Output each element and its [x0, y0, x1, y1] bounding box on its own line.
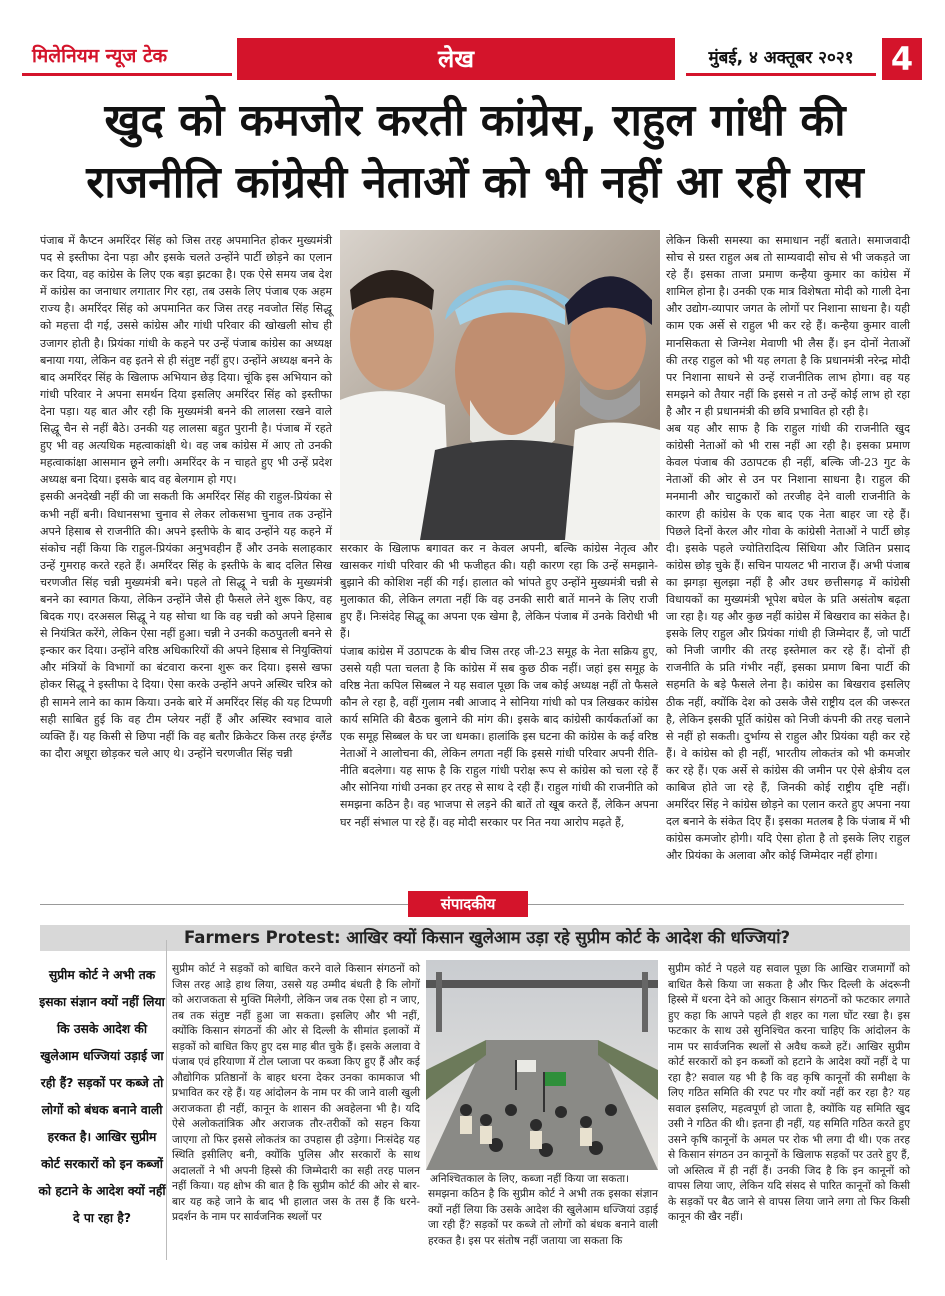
editorial-column-1	[172, 962, 420, 1226]
photo-illustration	[426, 960, 658, 1170]
headline-line-1: खुद को कमजोर करती कांग्रेस, राहुल गांधी की	[104, 95, 846, 146]
editorial-label: संपादकीय	[408, 891, 528, 917]
pull-quote-text: सुप्रीम कोर्ट ने अभी तक इसका संज्ञान क्यों नहीं लिया कि उसके आदेश की खुलेआम धज्जियां उड़ाई जा रही हैं? सड़कों पर कब्जे तो लोगों को बंधक बनाने वाली हरकत है। आखिर सुप्रीम कोर्ट सरकारों को इन कब्जों को हटाने के आदेश क्यों नहीं दे पा रहा है?	[38, 968, 166, 1225]
article-paragraph: सरकार के खिलाफ बगावत कर न केवल अपनी, बल्कि कांग्रेस नेतृत्व और खासकर गांधी परिवार की भी फजीहत की। यही कारण रहा कि उन्हें समझाने-बुझाने की कोशिश नहीं की गई। हालात को भांपते हुए उन्होंने मुख्यमंत्री चन्नी से मुलाकात की, लेकिन लगता नहीं कि वह उनकी सारी बातें मानने के लिए राजी हुए हैं। निःसंदेह सिद्धू का अपना एक खेमा है, लेकिन पंजाब में उनके विरोधी भी हैं।	[340, 542, 658, 641]
masthead	[22, 38, 922, 80]
photo-illustration	[340, 230, 660, 540]
article-column-1	[40, 232, 332, 762]
article-paragraph: पंजाब कांग्रेस में उठापटक के बीच जिस तरह जी-23 समूह के नेता सक्रिय हुए, उससे यही पता चलता है कि कांग्रेस में सब कुछ ठीक नहीं। जहां इस समूह के वरिष्ठ नेता कपिल सिब्बल ने यह सवाल पूछा कि जब कोई अध्यक्ष नहीं तो फैसले कौन ले रहा है, वहीं गुलाम नबी आजाद ने सोनिया गांधी को पत्र लिखकर कांग्रेस कार्य समिति की बैठक बुलाने की मांग की। इसके बाद कांग्रेसी कार्यकर्ताओं का एक समूह सिब्बल के घर जा धमका। हालांकि इस घटना की कांग्रेस के कई वरिष्ठ नेताओं ने आलोचना की, लेकिन लगता नहीं कि इससे गांधी परिवार अपनी रीति-नीति बदलेगा। यह साफ है कि राहुल गांधी परोक्ष रूप से कांग्रेस को चला रहे हैं और सोनिया गांधी उनका हर तरह से साथ दे रही हैं। राहुल गांधी की राजनीति को समझना कठिन है। वह भाजपा से लड़ने की बातें तो खूब करते हैं, लेकिन अपना घर नहीं संभाल पा रहे हैं। वह मोदी सरकार पर नित नया आरोप मढ़ते हैं,	[340, 644, 658, 829]
editorial-column-2	[428, 1187, 658, 1249]
article-column-3	[666, 232, 910, 864]
article-paragraph: अब यह और साफ है कि राहुल गांधी की राजनीति खुद कांग्रेसी नेताओं को भी रास नहीं आ रही है। इसका प्रमाण केवल पंजाब की उठापटक ही नहीं, बल्कि जी-23 गुट के नेताओं की ओर से उन पर निशाना साधना है। राहुल की मनमानी और चाटुकारों को तरजीह देने वाली राजनीति के कारण ही कांग्रेस के एक बाद एक नेता बाहर जा रहे हैं। पिछले दिनों केरल और गोवा के कांग्रेसी नेताओं ने पार्टी छोड़ दी। इसके पहले ज्योतिरादित्य सिंधिया और जितिन प्रसाद कांग्रेस छोड़ चुके हैं। सचिन पायलट भी नाराज हैं। अभी पंजाब का झगड़ा सुलझा नहीं है और उधर छत्तीसगढ़ में कांग्रेसी विधायकों का मुख्यमंत्री भूपेश बघेल के प्रति असंतोष बढ़ता जा रहा है। यह और कुछ नहीं कांग्रेस में बिखराव का संकेत है। इसके लिए राहुल और प्रियंका गांधी ही जिम्मेदार हैं, जो पार्टी को निजी जागीर की तरह इस्तेमाल कर रहे हैं। दोनों ही राजनीति के प्रति गंभीर नहीं, इसका प्रमाण बिना पार्टी की सहमति के बड़े फैसले लेना है। कांग्रेस का बिखराव इसलिए ठीक नहीं, क्योंकि देश को उसके जैसे राष्ट्रीय दल की जरूरत है, लेकिन इसकी पूर्ति कांग्रेस को निजी कंपनी की तरह चलाने से नहीं हो सकती। दुर्भाग्य से राहुल और प्रियंका यही कर रहे हैं। वे कांग्रेस को ही नहीं, भारतीय लोकतंत्र को भी कमजोर कर रहे हैं। एक अर्से से कांग्रेस की जमीन पर ऐसे क्षेत्रीय दल काबिज होते जा रहे हैं, जिनकी कोई राष्ट्रीय दृष्टि नहीं। अमरिंदर सिंह ने कांग्रेस छोड़ने का एलान करते हुए अपना नया दल बनाने के संकेत दिए हैं। इसका मतलब है कि पंजाब में भी कांग्रेस कमजोर होगी। यदि ऐसा होता है तो इसके लिए राहुल और प्रियंका के अलावा और कोई जिम्मेदार नहीं होगा।	[666, 422, 910, 863]
main-headline	[40, 90, 910, 214]
section-label: लेख	[237, 38, 675, 80]
farmers-protest-photo	[426, 960, 658, 1170]
issue-date: मुंबई, ४ अक्तूबर २०२१	[686, 38, 876, 76]
photo-caption: अनिश्चितकाल के लिए, कब्जा नहीं किया जा सकता।	[430, 1173, 630, 1185]
editorial-title: Farmers Protest: आखिर क्यों किसान खुलेआम उड़ा रहे सुप्रीम कोर्ट के आदेश की धज्जियां?	[184, 928, 791, 947]
politicians-photo	[340, 230, 660, 540]
article-paragraph: पंजाब में कैप्टन अमरिंदर सिंह को जिस तरह अपमानित होकर मुख्यमंत्री पद से इस्तीफा देना पड़ा और इसके चलते उन्होंने पार्टी छोड़ने का एलान कर दिया, वह कांग्रेस के लिए एक बड़ा झटका है। एक ऐसे समय जब देश में कांग्रेस का जनाधार लगातार गिर रहा, तब उसके लिए पंजाब एक अहम राज्य है। अमरिंदर सिंह को अपमानित कर जिस तरह नवजोत सिंह सिद्धू को महत्ता दी गई, उससे कांग्रेस और गांधी परिवार की खोखली सोच ही उजागर होती है। प्रियंका गांधी के कहने पर उन्हें पंजाब कांग्रेस का अध्यक्ष बनाया गया, लेकिन वह इतने से ही संतुष्ट नहीं हुए। उन्होंने अध्यक्ष बनने के बाद अमरिंदर सिंह के खिलाफ अभियान छेड़ दिया। चूंकि इस अभियान को गांधी परिवार ने अपना समर्थन दिया इसलिए अमरिंदर सिंह को इस्तीफा देना पड़ा। यह बात और रही कि मुख्यमंत्री बनने की लालसा रखने वाले सिद्धू चैन से नहीं बैठे। उनकी यह लालसा बहुत पुरानी है। पंजाब में रहते हुए भी वह अत्यधिक महत्वाकांक्षी थे। वह जब कांग्रेस में आए तो उनकी महत्वाकांक्षा आसमान छूने लगी। अमरिंदर के न चाहते हुए भी उन्हें प्रदेश अध्यक्ष बना दिया। इसके बाद वह बेलगाम हो गए।	[40, 234, 332, 487]
page-number: 4	[882, 38, 922, 80]
editorial-paragraph: सुप्रीम कोर्ट ने सड़कों को बाधित करने वाले किसान संगठनों को जिस तरह आड़े हाथ लिया, उससे यह उम्मीद बंधती है कि लोगों को अराजकता से मुक्ति मिलेगी, लेकिन जब तक ऐसा हो न जाए, तब तक संतुष्ट नहीं हुआ जा सकता। इसलिए और भी नहीं, क्योंकि किसान संगठनों की ओर से दिल्ली के सीमांत इलाकों में सड़कों को बाधित किए हुए दस माह बीत चुके हैं। इसके अलावा वे पंजाब एवं हरियाणा में टोल प्लाजा पर कब्जा किए हुए हैं और कई औद्योगिक प्रतिष्ठानों के बाहर धरना देकर उनका कामकाज भी प्रभावित कर रहे हैं। यह आंदोलन के नाम पर की जाने वाली खुली अराजकता ही नहीं, कानून के शासन की अवहेलना भी है। यदि ऐसे अलोकतांत्रिक और अराजक तौर-तरीकों को सहन किया जाएगा तो फिर इससे लोकतंत्र का उपहास ही उड़ेगा। निःसंदेह यह स्थिति इसीलिए बनी, क्योंकि पुलिस और सरकारों के साथ अदालतों ने भी अपनी हिस्से की जिम्मेदारी का सही तरह पालन नहीं किया। यह क्षोभ की बात है कि सुप्रीम कोर्ट की ओर से बार-बार यह कहे जाने के बाद भी हालात जस के तस हैं कि धरने-प्रदर्शन के नाम पर सार्वजनिक स्थलों पर	[172, 963, 420, 1223]
article-column-2	[340, 540, 658, 831]
headline-line-2: राजनीति कांग्रेसी नेताओं को भी नहीं आ रही रास	[86, 157, 864, 208]
newspaper-name: मिलेनियम न्यूज टेक	[22, 38, 232, 76]
pull-quote	[38, 940, 167, 1260]
editorial-paragraph: समझना कठिन है कि सुप्रीम कोर्ट ने अभी तक इसका संज्ञान क्यों नहीं लिया कि उसके आदेश की खुलेआम धज्जियां उड़ाई जा रही हैं? सड़कों पर कब्जे तो लोगों को बंधक बनाने वाली हरकत है। इस पर संतोष नहीं जताया जा सकता कि	[428, 1188, 658, 1247]
article-paragraph: इसकी अनदेखी नहीं की जा सकती कि अमरिंदर सिंह की राहुल-प्रियंका से कभी नहीं बनी। विधानसभा चुनाव से लेकर लोकसभा चुनाव तक उन्होंने अपने हिसाब से राजनीति की। अपने इस्तीफे के बाद उन्होंने यह कहने में संकोच नहीं किया कि राहुल-प्रियंका अनुभवहीन हैं और उनके सलाहकार उन्हें गुमराह करते रहते हैं। अमरिंदर सिंह के इस्तीफे के बाद दलित सिख चरणजीत सिंह चन्नी मुख्यमंत्री बने। पहले तो सिद्धू ने चन्नी के मुख्यमंत्री बनने का स्वागत किया, लेकिन उन्होंने जैसे ही फैसले लेने शुरू किए, वह बिदक गए। दरअसल सिद्धू ने यह सोचा था कि वह चन्नी को अपने हिसाब से नियंत्रित करेंगे, लेकिन ऐसा नहीं हुआ। चन्नी ने उनकी कठपुतली बनने से इन्कार कर दिया। उन्होंने वरिष्ठ अधिकारियों की अपने हिसाब से नियुक्तियां और मंत्रियों के विभागों का बंटवारा करना शुरू कर दिया। इससे खफा होकर सिद्धू ने इस्तीफा दे दिया। ऐसा करके उन्होंने अपने अस्थिर चरित्र को ही सामने लाने का काम किया। उनके बारे में अमरिंदर सिंह की यह टिप्पणी सही साबित हुई कि वह टीम प्लेयर नहीं हैं और अस्थिर स्वभाव वाले व्यक्ति हैं। यह किसी से छिपा नहीं कि वह बतौर क्रिकेटर किस तरह इंग्लैंड का दौरा अधूरा छोड़कर चले आए थे। उन्होंने चरणजीत सिंह चन्नी	[40, 490, 332, 760]
editorial-column-3	[668, 962, 910, 1226]
editorial-paragraph: सुप्रीम कोर्ट ने पहले यह सवाल पूछा कि आखिर राजमार्गों को बाधित कैसे किया जा सकता है और फिर दिल्ली के अंदरूनी हिस्से में धरना देने को आतुर किसान संगठनों को फटकार लगाते हुए कहा कि आपने पहले ही शहर का गला घोंट रखा है। इस फटकार के साथ उसे सुनिश्चित करना चाहिए कि आंदोलन के नाम पर सार्वजनिक स्थलों से अवैध कब्जे हटें। आखिर सुप्रीम कोर्ट सरकारों को इन कब्जों को हटाने के आदेश क्यों नहीं दे पा रहा है? सवाल यह भी है कि वह कृषि कानूनों की समीक्षा के लिए गठित समिति की रपट पर गौर क्यों नहीं कर रहा है? यह सवाल इसलिए, महत्वपूर्ण हो जाता है, क्योंकि यह समिति खुद उसी ने गठित की थी। इतना ही नहीं, यह समिति गठित करते हुए उसने कृषि कानूनों के अमल पर रोक भी लगा दी थी। एक तरह से किसान संगठन उन कानूनों के खिलाफ सड़कों पर उतरे हुए हैं, जो अस्तित्व में ही नहीं हैं। उनकी जिद है कि इन कानूनों को वापस लिया जाए, लेकिन यदि संसद से पारित कानूनों को किसी के सड़कों पर बैठ जाने से वापस लिया जाने लगा तो फिर किसी कानून की खैर नहीं।	[668, 963, 910, 1223]
article-paragraph: लेकिन किसी समस्या का समाधान नहीं बताते। समाजवादी सोच से ग्रस्त राहुल अब तो साम्यवादी सोच से भी जकड़ते जा रहे हैं। इसका ताजा प्रमाण कन्हैया कुमार का कांग्रेस में शामिल होना है। उनकी एक मात्र विशेषता मोदी को गाली देना और उद्योग-व्यापार जगत के लोगों पर निशाना साधना है। यही काम एक अर्से से राहुल भी कर रहे हैं। कन्हैया कुमार वाली मानसिकता से जिग्नेश मेवाणी भी लैस हैं। इन दोनों नेताओं की तरह राहुल को भी यह लगता है कि प्रधानमंत्री नरेन्द्र मोदी पर निशाना साधने से उन्हें राजनीतिक लाभ होगा। वह यह समझने को तैयार नहीं कि इससे न तो उन्हें कोई लाभ हो रहा है और न ही प्रधानमंत्री की छवि प्रभावित हो रही है।	[666, 234, 910, 418]
